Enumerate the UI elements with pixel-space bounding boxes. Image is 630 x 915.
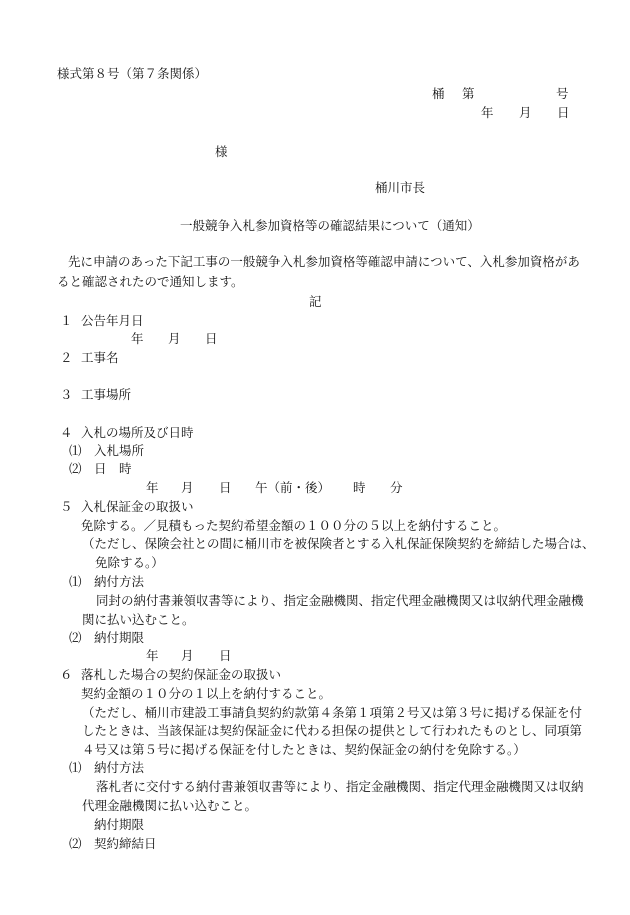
section-6-2-label: 契約締結日: [94, 836, 157, 851]
section-6-note-1: （ただし、桶川市建設工事請負契約約款第４条第１項第２号又は第３号に掲げる保証を付: [82, 705, 583, 720]
section-4-minute: 分: [390, 480, 403, 495]
section-2-number: ２: [60, 350, 73, 365]
section-5-note-2: 免除する。）: [95, 555, 164, 570]
doc-number-prefix: 桶: [432, 86, 445, 101]
section-4-am-pm: 午（前・後）: [255, 480, 331, 495]
section-5-1-text-1: 同封の納付書兼領収書等により、指定金融機関、指定代理金融機関又は収納代理金融機: [96, 593, 584, 608]
section-6-note-2: したときは、当該保証は契約保証金に代わる担保の提供として行われたものとし、同項第: [82, 723, 583, 738]
section-1-day: 日: [205, 331, 218, 346]
doc-number-suffix: 号: [556, 86, 569, 101]
section-1-year: 年: [131, 331, 144, 346]
section-4-2-label: 日 時: [94, 461, 132, 476]
section-4-month: 月: [181, 480, 194, 495]
form-number: 様式第８号（第７条関係）: [57, 66, 208, 81]
section-1-label: 公告年月日: [81, 313, 144, 328]
section-5-2-year: 年: [146, 648, 159, 663]
section-2-label: 工事名: [81, 350, 119, 365]
doc-number-mid: 第: [462, 86, 475, 101]
section-5-number: ５: [60, 499, 73, 514]
section-5-2-label: 納付期限: [94, 630, 145, 645]
section-4-label: 入札の場所及び日時: [81, 425, 194, 440]
section-4-1-label: 入札場所: [94, 443, 145, 458]
header-date-year: 年: [481, 105, 494, 120]
section-5-1-number: ⑴: [69, 574, 82, 589]
intro-line-1: 先に申請のあった下記工事の一般競争入札参加資格等確認申請について、入札参加資格があ: [68, 254, 580, 269]
section-4-2-number: ⑵: [69, 461, 82, 476]
section-4-day: 日: [219, 480, 232, 495]
section-3-label: 工事場所: [81, 387, 132, 402]
ki-marker: 記: [309, 294, 322, 309]
section-5-text: 免除する。／見積もった契約希望金額の１００分の５以上を納付すること。: [81, 518, 507, 533]
section-6-text: 契約金額の１０分の１以上を納付すること。: [81, 686, 332, 701]
section-6-2-number: ⑵: [69, 836, 82, 851]
section-6-note-3: ４号又は第５号に掲げる保証を付したときは、契約保証金の納付を免除する。）: [82, 742, 526, 757]
issuer: 桶川市長: [375, 180, 426, 195]
section-6-label: 落札した場合の契約保証金の取扱い: [81, 667, 282, 682]
section-5-2-day: 日: [219, 648, 232, 663]
intro-line-2: ると確認されたので通知します。: [57, 274, 244, 289]
section-6-number: ６: [60, 667, 73, 682]
section-4-year: 年: [146, 480, 159, 495]
section-6-1-label: 納付方法: [94, 760, 145, 775]
section-4-number: ４: [60, 425, 73, 440]
header-date-month: 月: [519, 105, 532, 120]
section-6-1-text-2: 代理金融機関に払い込むこと。: [82, 798, 258, 813]
section-6-1-text-1: 落札者に交付する納付書兼領収書等により、指定金融機関、指定代理金融機関又は収納: [96, 779, 584, 794]
section-6-1-number: ⑴: [69, 760, 82, 775]
section-3-number: ３: [60, 387, 73, 402]
addressee-suffix: 様: [215, 144, 228, 159]
section-4-1-number: ⑴: [69, 443, 82, 458]
section-5-label: 入札保証金の取扱い: [81, 499, 194, 514]
section-5-1-label: 納付方法: [94, 574, 145, 589]
section-1-month: 月: [168, 331, 181, 346]
section-4-hour: 時: [353, 480, 366, 495]
section-6-deadline-label: 納付期限: [94, 817, 145, 832]
section-5-note-1: （ただし、保険会社との間に桶川市を被保険者とする入札保証保険契約を締結した場合は、: [82, 536, 595, 551]
header-date-day: 日: [557, 105, 570, 120]
section-5-2-month: 月: [181, 648, 194, 663]
section-5-2-number: ⑵: [69, 630, 82, 645]
section-5-1-text-2: 関に払い込むこと。: [82, 612, 195, 627]
section-1-number: １: [60, 313, 73, 328]
document-title: 一般競争入札参加資格等の確認結果について（通知）: [180, 218, 480, 233]
